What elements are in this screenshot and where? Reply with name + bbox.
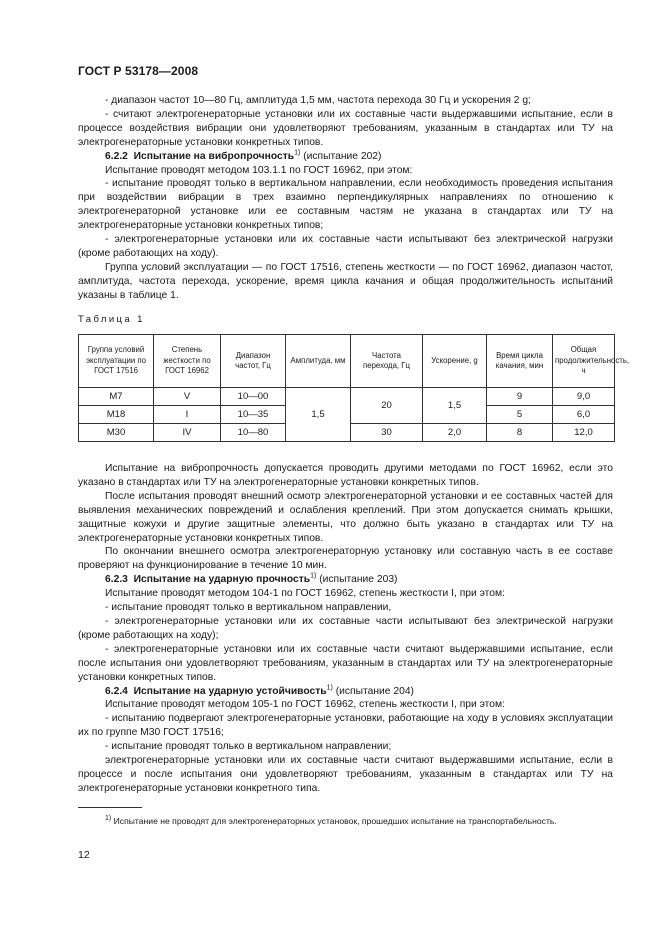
- document-code-header: ГОСТ Р 53178—2008: [78, 64, 199, 78]
- paragraph: - испытание проводят только в вертикальном направлении,: [105, 602, 392, 614]
- section-title: Испытание на вибропрочность: [133, 150, 295, 162]
- paragraph: По окончании внешнего осмотра электрогенераторную установку или составную часть в ее составе проверяют на функционирование в течение 10 мин.: [78, 546, 613, 572]
- footnote: [78, 815, 613, 828]
- column-header: Группа условий эксплуатации по ГОСТ 17516: [79, 335, 154, 388]
- footnote-marker: 1): [105, 815, 112, 823]
- cell-group: М18: [79, 406, 154, 424]
- cell-range: 10—00: [221, 388, 286, 406]
- cell-amplitude-merged: 1,5: [286, 388, 351, 442]
- section-test-number: (испытание 202): [300, 150, 382, 162]
- section-number: 6.2.4: [105, 685, 128, 697]
- test-parameters-table: [78, 334, 630, 442]
- paragraph: - испытание проводят только в вертикальном направлении, если необходимость проведения испытания при воздействии вибрации в трех взаимно перпендикулярных направлениях по отношению к электрогенераторной установке или ее составным частям не указана в стандартах или ТУ на электрогенераторные установки конкретных типов;: [78, 178, 613, 232]
- paragraph: - считают электрогенераторные установки или их составные части выдержавшими испытание, если в процессе воздействия вибрации они удовлетворяют требованиям, указанным в стандартах или ТУ на электрогенераторные установки конкретных типов.: [78, 108, 613, 148]
- cell-group: М7: [79, 388, 154, 406]
- cell-transition-merged: 20: [351, 388, 423, 424]
- cell-degree: V: [154, 388, 221, 406]
- paragraph: Группа условий эксплуатации — по ГОСТ 17516, степень жесткости — по ГОСТ 16962, диапазон частот, амплитуда, частота перехода, ускорение, время цикла качания и общая продолжительность испытаний указаны в таблице 1.: [78, 261, 613, 301]
- paragraph: - диапазон частот 10—80 Гц, амплитуда 1,5 мм, частота перехода 30 Гц и ускорения 2 g;: [105, 95, 531, 106]
- paragraph: Испытание на вибропрочность допускается проводить другими методами по ГОСТ 16962, если это указано в стандартах или ТУ на электрогенераторные установки конкретных типов.: [78, 463, 613, 488]
- paragraph: - электрогенераторные установки или их составные части считают выдержавшими испытание, если после испытания они удовлетворяют требованиям, указанным в стандартах или ТУ на электрогенераторные установки конкретных типов.: [78, 643, 613, 683]
- paragraph: - испытанию подвергают электрогенераторные установки, работающие на ходу в условиях эксплуатации их по группе М30 ГОСТ 17516;: [78, 713, 613, 739]
- table-header-row: [79, 335, 615, 388]
- main-text-lower: [78, 462, 613, 796]
- cell-total: 9,0: [553, 388, 615, 406]
- footnote-ref: 1): [326, 684, 333, 692]
- main-text-upper: [78, 94, 613, 303]
- paragraph: электрогенераторные установки или их составные части считают выдержавшими испытание, если в процессе и после испытания они удовлетворяют требованиям, указанным в стандартах или ТУ на электрогенераторные установки конкретного типа.: [78, 755, 613, 794]
- footnote-ref: 1): [294, 149, 301, 157]
- section-test-number: (испытание 203): [316, 574, 398, 586]
- column-header: Степень жесткости по ГОСТ 16962: [154, 335, 221, 388]
- section-title: Испытание на ударную прочность: [133, 574, 311, 586]
- column-header: Общая продолжительность, ч: [553, 335, 615, 388]
- page-number: 12: [78, 849, 90, 861]
- section-test-number: (испытание 204): [332, 685, 414, 697]
- cell-total: 6,0: [553, 406, 615, 424]
- table-row: [79, 388, 615, 406]
- section-heading-6-2-3: [78, 573, 613, 587]
- cell-total: 12,0: [553, 424, 615, 442]
- column-header: Частота перехода, Гц: [351, 335, 423, 388]
- section-number: 6.2.3: [105, 574, 128, 586]
- section-title: Испытание на ударную устойчивость: [133, 685, 327, 697]
- cell-group: М30: [79, 424, 154, 442]
- cell-transition: 30: [351, 424, 423, 442]
- footnote-divider: [78, 807, 142, 808]
- cell-cycle: 8: [487, 424, 553, 442]
- column-header: Время цикла качания, мин: [487, 335, 553, 388]
- table-caption: Таблица 1: [78, 314, 145, 325]
- cell-cycle: 5: [487, 406, 553, 424]
- cell-accel: 2,0: [423, 424, 487, 442]
- column-header: Диапазон частот, Гц: [221, 335, 286, 388]
- section-heading-6-2-4: [78, 685, 613, 699]
- column-header: Ускорение, g: [423, 335, 487, 388]
- paragraph: - электрогенераторные установки или их составные части испытывают без электрической нагрузки (кроме работающих на ходу).: [78, 234, 613, 259]
- paragraph: Испытание проводят методом 103.1.1 по ГОСТ 16962, при этом:: [105, 164, 413, 176]
- cell-range: 10—35: [221, 406, 286, 424]
- footnote-ref: 1): [310, 572, 317, 580]
- section-number: 6.2.2: [105, 150, 128, 162]
- footnote-text: Испытание не проводят для электрогенераторных установок, прошедших испытание на транспортабельность.: [111, 816, 557, 826]
- cell-degree: I: [154, 406, 221, 424]
- cell-range: 10—80: [221, 424, 286, 442]
- cell-accel-merged: 1,5: [423, 388, 487, 424]
- cell-cycle: 9: [487, 388, 553, 406]
- paragraph: Испытание проводят методом 104-1 по ГОСТ 16962, степень жесткости I, при этом:: [105, 588, 505, 600]
- paragraph: - испытание проводят только в вертикальном направлении;: [105, 741, 392, 753]
- paragraph: После испытания проводят внешний осмотр электрогенераторной установки и ее составных частей для выявления механических повреждений и ослабления креплений. При этом допускается снимать крышки, защитные кожухи и другие защитные элементы, что должно быть указано в стандартах или ТУ на электрогенераторные установки конкретных типов.: [78, 490, 613, 544]
- paragraph: - электрогенераторные установки или их составные части испытывают без электрической нагрузки (кроме работающих на ходу);: [78, 615, 613, 641]
- paragraph: Испытание проводят методом 105-1 по ГОСТ 16962, степень жесткости I, при этом:: [105, 699, 505, 711]
- column-header: Амплитуда, мм: [286, 335, 351, 388]
- cell-degree: IV: [154, 424, 221, 442]
- section-heading-6-2-2: [78, 150, 613, 164]
